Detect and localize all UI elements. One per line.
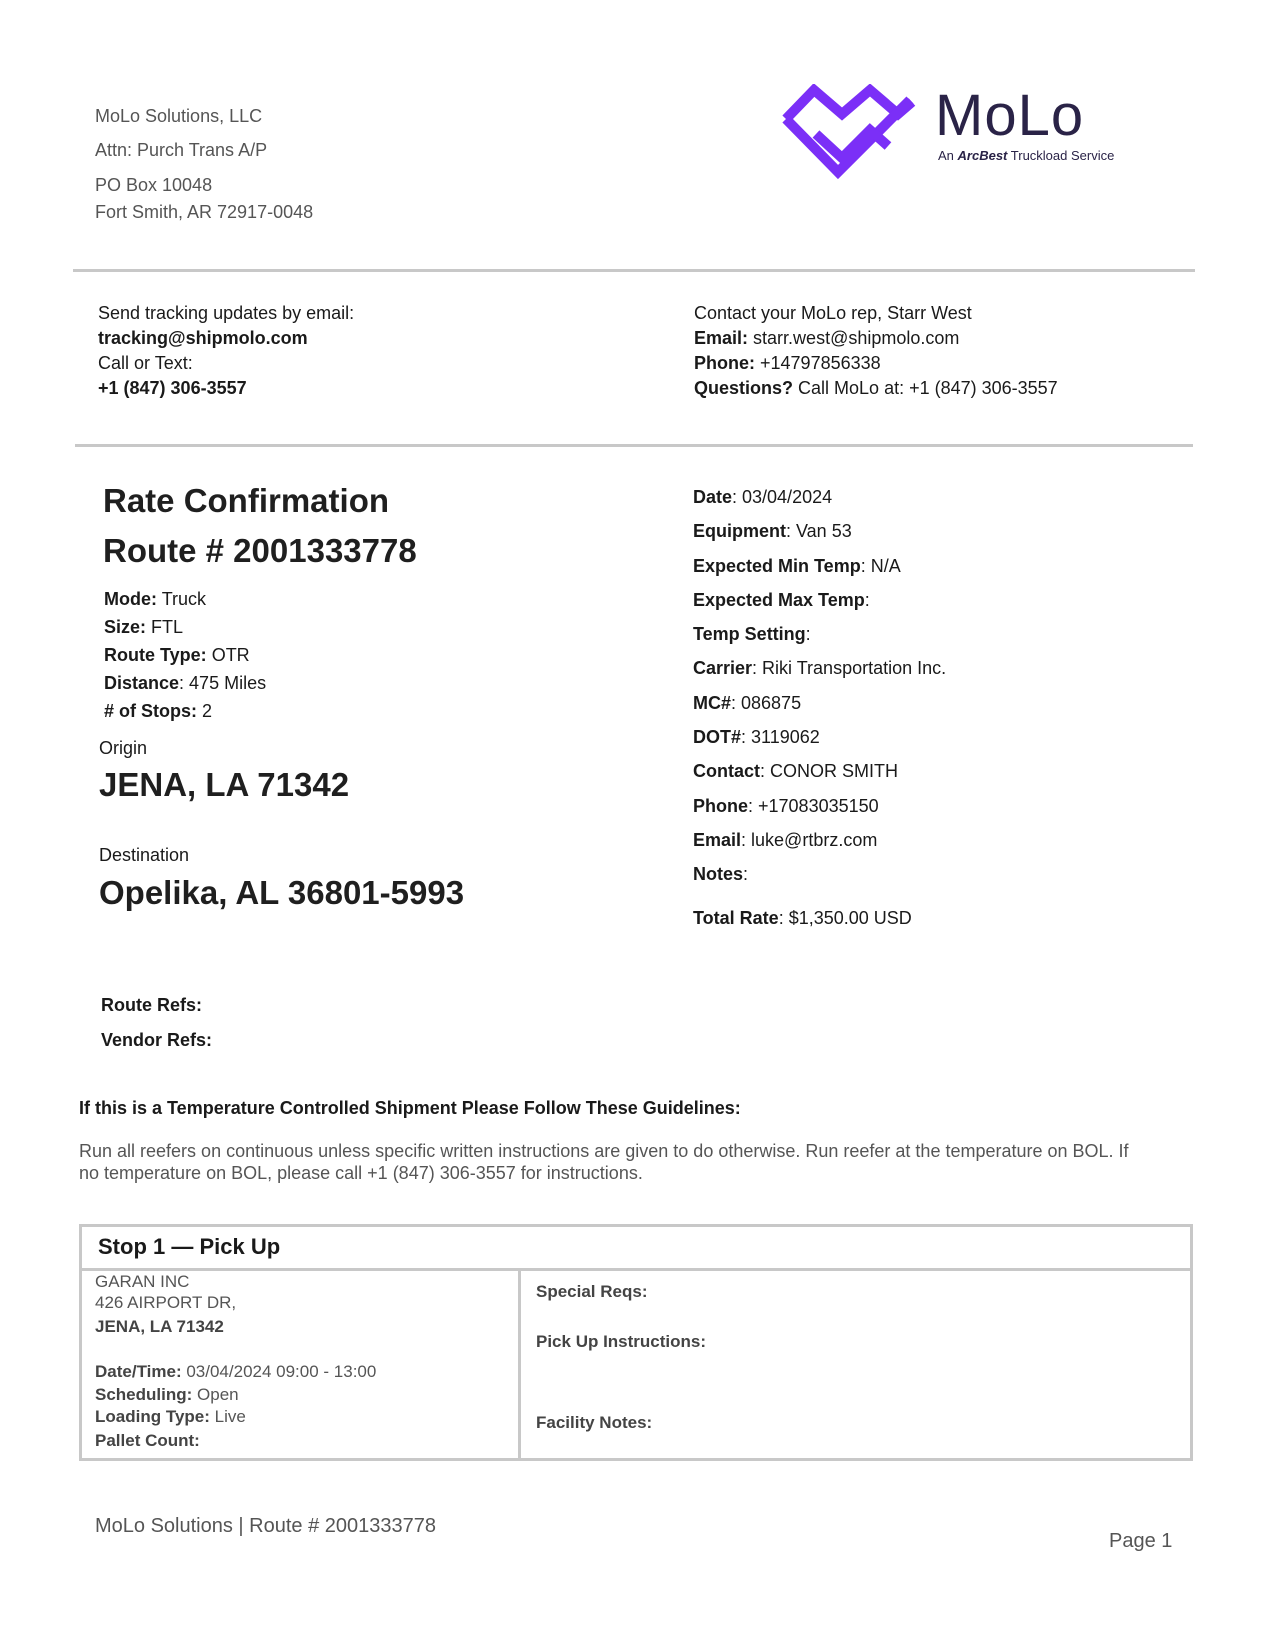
detail-mc: MC#: 086875 bbox=[693, 692, 802, 713]
detail-min-temp: Expected Min Temp: N/A bbox=[693, 555, 901, 576]
rep-phone: +14797856338 bbox=[760, 353, 881, 373]
detail-date: Date: 03/04/2024 bbox=[693, 487, 833, 507]
total-rate: Total Rate: $1,350.00 USD bbox=[693, 908, 912, 928]
rep-questions: Call MoLo at: +1 (847) 306-3557 bbox=[798, 378, 1058, 398]
stop-datetime: Date/Time: 03/04/2024 09:00 - 13:00 bbox=[95, 1362, 377, 1381]
detail-row: Mode: Truck bbox=[104, 589, 207, 609]
molo-logo bbox=[780, 84, 1150, 180]
stop-company: GARAN INC bbox=[95, 1272, 190, 1291]
stop-1-location bbox=[95, 1271, 376, 1454]
load-details bbox=[693, 480, 946, 892]
logo-wordmark: MoLo bbox=[935, 83, 1085, 148]
route-refs-label: Route Refs: bbox=[101, 995, 203, 1015]
detail-equipment: Equipment: Van 53 bbox=[693, 521, 852, 542]
footer-route: MoLo Solutions | Route # 2001333778 bbox=[95, 1515, 437, 1537]
stop-loading-type: Loading Type: Live bbox=[95, 1407, 246, 1426]
call-text-label: Call or Text: bbox=[98, 353, 193, 373]
detail-dot: DOT#: 3119062 bbox=[693, 727, 820, 748]
rep-email: starr.west@shipmolo.com bbox=[753, 328, 960, 348]
attn-line: Attn: Purch Trans A/P bbox=[95, 140, 268, 160]
destination-label: Destination bbox=[99, 845, 190, 865]
rep-block: Contact your MoLo rep, Starr West Email: starr.west@shipmolo.com Phone: +14797856338 Questions? Call MoLo at: +1 (847) 306-3557 bbox=[694, 303, 1058, 398]
pickup-instructions-label: Pick Up Instructions: bbox=[536, 1332, 707, 1351]
facility-notes-label: Facility Notes: bbox=[536, 1413, 653, 1432]
destination-city: Opelika, AL 36801-5993 bbox=[99, 874, 465, 911]
logo-tagline: An ArcBest Truckload Service bbox=[938, 148, 1115, 163]
detail-row: Distance: 475 Miles bbox=[104, 673, 267, 693]
stop-scheduling: Scheduling: Open bbox=[95, 1385, 239, 1404]
molo-mark-icon bbox=[780, 84, 920, 180]
stop-city: JENA, LA 71342 bbox=[95, 1317, 224, 1336]
detail-row: # of Stops: 2 bbox=[104, 701, 213, 721]
detail-notes: Notes: bbox=[693, 864, 749, 885]
rep-intro: Contact your MoLo rep, Starr West bbox=[694, 303, 972, 323]
page-number: Page 1 bbox=[1109, 1530, 1173, 1552]
vendor-refs-label: Vendor Refs: bbox=[101, 1030, 213, 1050]
page-title: Rate Confirmation bbox=[103, 482, 390, 519]
detail-row: Route Type: OTR bbox=[104, 645, 250, 665]
stop-1-header: Stop 1 — Pick Up bbox=[82, 1227, 1190, 1271]
detail-max-temp: Expected Max Temp: bbox=[693, 589, 870, 610]
divider-top bbox=[73, 269, 1195, 272]
company-name: MoLo Solutions, LLC bbox=[95, 106, 263, 126]
detail-email: Email: luke@rtbrz.com bbox=[693, 829, 878, 850]
tracking-label: Send tracking updates by email: bbox=[98, 303, 355, 323]
po-box: PO Box 10048 bbox=[95, 175, 213, 195]
detail-phone: Phone: +17083035150 bbox=[693, 795, 879, 816]
shipment-details bbox=[104, 585, 266, 725]
special-reqs-label: Special Reqs: bbox=[536, 1282, 648, 1301]
stop-pallet-count: Pallet Count: bbox=[95, 1431, 200, 1450]
stop-1-box bbox=[79, 1224, 1193, 1461]
detail-row: Size: FTL bbox=[104, 617, 184, 637]
detail-carrier: Carrier: Riki Transportation Inc. bbox=[693, 658, 947, 679]
city-line: Fort Smith, AR 72917-0048 bbox=[95, 202, 314, 222]
stop-column-divider bbox=[518, 1268, 521, 1461]
guidelines-title: If this is a Temperature Controlled Shipment Please Follow These Guidelines: bbox=[79, 1098, 741, 1118]
guidelines-text: Run all reefers on continuous unless specific written instructions are given to do otherwise. Run reefer at the temperature on BOL. If no temperature on BOL, please call +1 (847) 306-3557 for instructions. bbox=[79, 1141, 1129, 1183]
route-number: Route # 2001333778 bbox=[103, 532, 417, 569]
detail-contact: Contact: CONOR SMITH bbox=[693, 761, 898, 782]
detail-temp-setting: Temp Setting: bbox=[693, 624, 811, 645]
origin-label: Origin bbox=[99, 738, 148, 758]
tracking-email: tracking@shipmolo.com bbox=[98, 328, 308, 348]
tracking-phone: +1 (847) 306-3557 bbox=[98, 378, 247, 398]
origin-city: JENA, LA 71342 bbox=[99, 766, 350, 803]
tracking-block bbox=[98, 301, 354, 401]
stop-street: 426 AIRPORT DR, bbox=[95, 1293, 237, 1312]
divider-middle bbox=[75, 444, 1193, 447]
